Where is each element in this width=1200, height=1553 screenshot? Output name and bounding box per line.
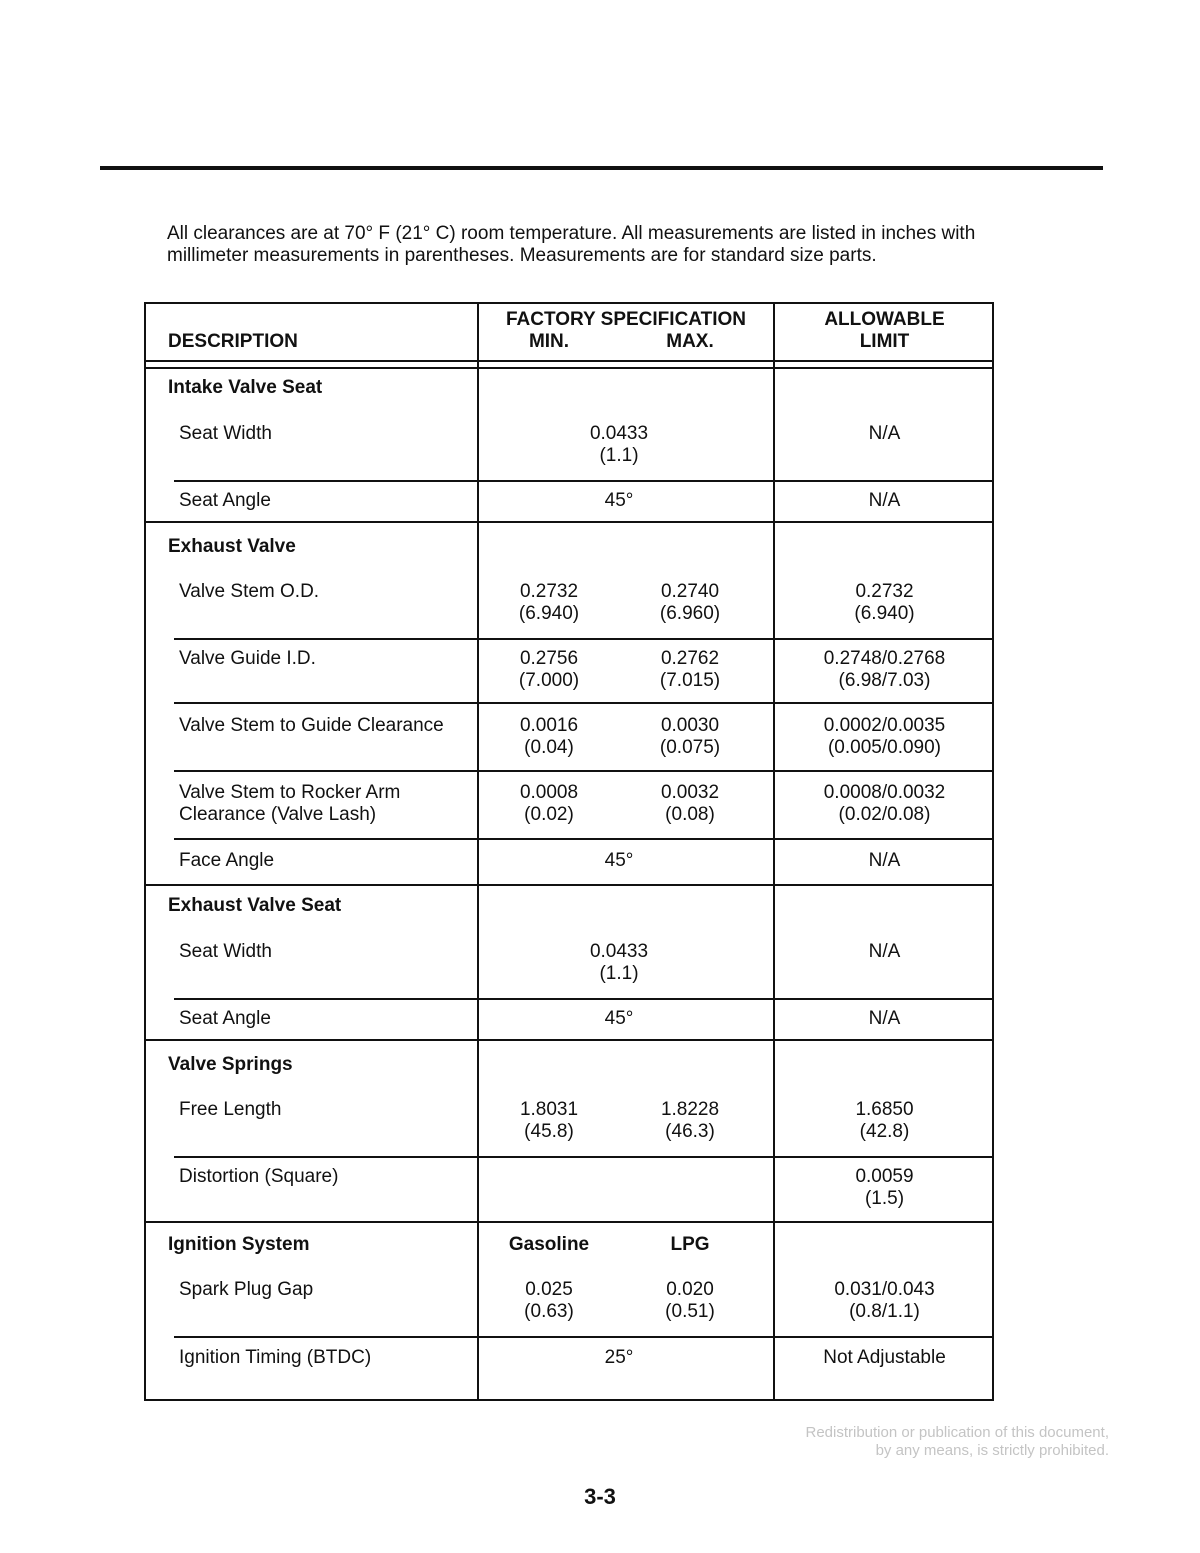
limit-value: Not Adjustable [823,1347,946,1368]
header-limit: LIMIT [859,331,910,352]
limit-value-mm: (0.02/0.08) [838,804,931,825]
column-subtitle-gasoline: Gasoline [508,1234,590,1255]
row-label: Seat Width [179,941,272,962]
row-divider [174,480,992,482]
top-rule [100,166,1103,170]
row-divider [174,1156,992,1158]
limit-value: 0.0002/0.0035 [823,715,946,736]
limit-value: 0.2748/0.2768 [823,648,946,669]
min-value-mm: (45.8) [524,1121,574,1142]
max-value-mm: (46.3) [665,1121,715,1142]
limit-value: N/A [868,423,901,444]
section-title: Ignition System [168,1234,310,1255]
limit-value: 0.0059 [855,1166,914,1187]
row-label: Free Length [179,1099,282,1120]
min-value: 0.0008 [519,782,579,803]
watermark-line-2: by any means, is strictly prohibited. [875,1442,1109,1459]
limit-value-mm: (0.8/1.1) [849,1301,920,1322]
row-label: Seat Angle [179,1008,271,1029]
limit-value: N/A [868,1008,901,1029]
row-divider [174,1336,992,1338]
row-divider [174,838,992,840]
min-value: 0.2732 [519,581,579,602]
row-label: Valve Stem to Guide Clearance [179,715,444,736]
spec-value: 25° [604,1347,634,1368]
min-value: 0.2756 [519,648,579,669]
row-label: Valve Stem to Rocker Arm [179,782,401,803]
min-value: 0.025 [525,1279,573,1300]
limit-value: 0.0008/0.0032 [823,782,946,803]
spec-value-mm: (1.1) [599,445,639,466]
row-divider [174,638,992,640]
max-value-mm: (6.960) [659,603,721,624]
row-label: Valve Stem O.D. [179,581,320,602]
limit-value-mm: (42.8) [859,1121,910,1142]
intro-line-1: All clearances are at 70° F (21° C) room temperature. All measurements are listed in inches with [167,223,976,244]
limit-value: N/A [868,941,901,962]
min-value-mm: (6.940) [518,603,580,624]
limit-value: 1.6850 [855,1099,914,1120]
section-title: Exhaust Valve [168,536,296,557]
max-value-mm: (0.51) [665,1301,715,1322]
header-rule [146,367,992,369]
max-value: 0.0030 [660,715,720,736]
row-label-line-2: Clearance (Valve Lash) [179,804,377,825]
header-max: MAX. [666,331,714,352]
limit-value: 0.031/0.043 [834,1279,935,1300]
row-divider [174,702,992,704]
max-value: 0.0032 [660,782,720,803]
max-value: 0.2740 [660,581,720,602]
max-value: 0.020 [666,1279,714,1300]
spec-value: 45° [604,1008,634,1029]
min-value-mm: (0.02) [524,804,574,825]
max-value-mm: (0.075) [659,737,721,758]
min-value: 0.0016 [519,715,579,736]
min-value: 1.8031 [519,1099,579,1120]
header-allowable: ALLOWABLE [824,309,945,330]
section-title: Valve Springs [168,1054,293,1075]
section-title: Intake Valve Seat [168,377,323,398]
section-divider [146,1221,992,1223]
spec-value: 45° [604,850,634,871]
limit-value-mm: (1.5) [864,1188,905,1209]
section-title: Exhaust Valve Seat [168,895,342,916]
header-rule [146,360,992,362]
section-divider [146,521,992,523]
spec-value: 45° [604,490,634,511]
limit-value: N/A [868,490,901,511]
limit-value: 0.2732 [855,581,914,602]
page-number: 3-3 [584,1484,616,1509]
limit-value-mm: (6.98/7.03) [838,670,931,691]
spec-value: 0.0433 [589,423,649,444]
limit-value: N/A [868,850,901,871]
watermark-line-1: Redistribution or publication of this document, [805,1424,1109,1441]
min-value-mm: (0.04) [524,737,574,758]
max-value-mm: (7.015) [659,670,721,691]
spec-value-mm: (1.1) [599,963,639,984]
watermark [805,1424,1109,1460]
limit-value-mm: (6.940) [854,603,915,624]
max-value: 0.2762 [660,648,720,669]
max-value-mm: (0.08) [665,804,715,825]
row-divider [174,770,992,772]
row-label: Seat Width [179,423,272,444]
min-value-mm: (7.000) [518,670,580,691]
row-label: Seat Angle [179,490,271,511]
intro-line-2: millimeter measurements in parentheses. Measurements are for standard size parts. [167,245,877,266]
section-divider [146,884,992,886]
row-label: Distortion (Square) [179,1166,339,1187]
row-label: Ignition Timing (BTDC) [179,1347,372,1368]
intro-paragraph [167,223,1067,267]
spec-value: 0.0433 [589,941,649,962]
header-factory-specification: FACTORY SPECIFICATION [506,309,746,330]
max-value: 1.8228 [660,1099,720,1120]
specification-table [144,302,994,1401]
row-label: Face Angle [179,850,275,871]
row-divider [174,998,992,1000]
limit-value-mm: (0.005/0.090) [827,737,942,758]
header-description: DESCRIPTION [168,331,298,352]
header-min: MIN. [528,331,570,352]
min-value-mm: (0.63) [524,1301,574,1322]
row-label: Spark Plug Gap [179,1279,314,1300]
section-divider [146,1039,992,1041]
column-subtitle-lpg: LPG [670,1234,710,1255]
column-divider [477,304,479,1399]
row-label: Valve Guide I.D. [179,648,316,669]
